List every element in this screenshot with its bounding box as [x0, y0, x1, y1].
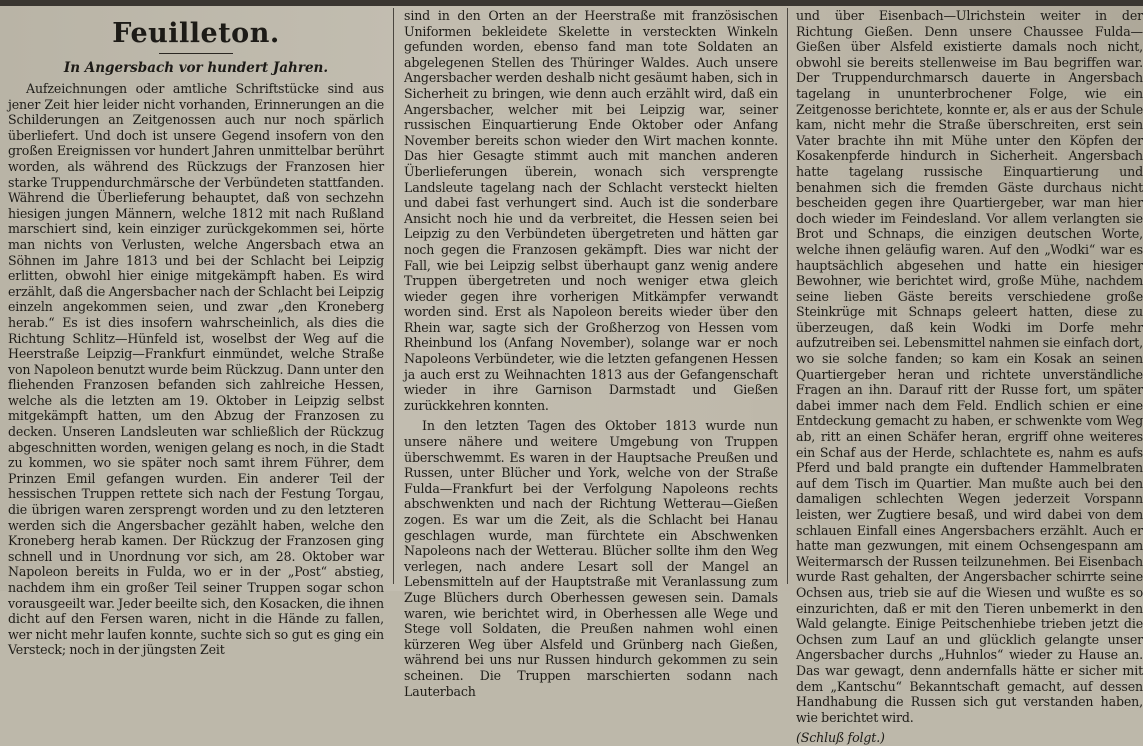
column-2	[400, 8, 782, 699]
article-title: In Angersbach vor hundert Jahren.	[63, 60, 329, 76]
column-3	[792, 8, 1143, 746]
article-paragraph: Aufzeichnungen oder amtliche Schriftstücke sind aus jener Zeit hier leider nicht vorhanden, Erinnerungen an die Schilderungen an Zeitgenossen auch nur noch spärlich überliefert. Und doch ist unsere Gegend insofern von den großen Ereignissen vor hundert Jahren unmittelbar berührt worden, als während des Rückzugs der Franzosen hier starke Truppendurchmärsche der Verbündeten stattfanden. Während die Überlieferung behauptet, daß von sechzehn hiesigen jungen Männern, welche 1812 mit nach Rußland marschiert sind, kein einziger zurückgekommen sei, hörte man nichts von Verlusten, welche Angersbach etwa an Söhnen im Jahre 1813 und bei der Schlacht bei Leipzig erlitten, obwohl hier einige mitgekämpft haben. Es wird erzählt, daß die Angersbacher nach der Schlacht bei Leipzig einzeln angekommen seien, und zwar „den Kroneberg herab.“ Es ist dies insofern wahrscheinlich, als dies die Richtung Schlitz—Hünfeld ist, woselbst der Weg auf die Heerstraße Leipzig—Frankfurt einmündet, welche Straße von Napoleon benutzt wurde beim Rückzug. Dann unter den fliehenden Franzosen befanden sich zahlreiche Hessen, welche als die letzten am 19. Oktober in Leipzig selbst mitgekämpft hatten, um den Abzug der Franzosen zu decken. Unseren Landsleuten war schließlich der Rückzug abgeschnitten worden, wenigen gelang es noch, in die Stadt zu kommen, wo sie später noch samt ihrem Führer, dem Prinzen Emil gefangen wurden. Ein anderer Teil der hessischen Truppen rettete sich nach der Festung Torgau, die übrigen waren zersprengt worden und zu den letzteren werden sich die Angersbacher gezählt haben, welche den Kroneberg herab kamen. Der Rückzug der Franzosen ging schnell und in Unordnung vor sich, am 28. Oktober war Napoleon bereits in Fulda, wo er in der „Post“ abstieg, nachdem ihm ein großer Teil seiner Truppen sogar schon vorausgeeilt war. Jeder beeilte sich, den Kosacken, die ihnen dicht auf den Fersen waren, nicht in die Hände zu fallen, wer nicht mehr laufen konnte, suchte sich so gut es ging ein Versteck; noch in der jüngsten Zeit	[8, 81, 384, 658]
article-paragraph: In den letzten Tagen des Oktober 1813 wurde nun unsere nähere und weitere Umgebung von Truppen überschwemmt. Es waren in der Hauptsache Preußen und Russen, unter Blücher und York, welche von der Straße Fulda—Frankfurt bei der Verfolgung Napoleons rechts abschwenkten und nach der Richtung Wetterau—Gießen zogen. Es war um die Zeit, als die Schlacht bei Hanau geschlagen wurde, man fürchtete ein Abschwenken Napoleons nach der Wetterau. Blücher sollte ihm den Weg verlegen, nach andere Lesart soll der Mangel an Lebensmitteln auf der Hauptstraße mit Veranlassung zum Zuge Blüchers durch Oberhessen gewesen sein. Damals waren, wie berichtet wird, in Oberhessen alle Wege und Stege voll Soldaten, die Preußen nahmen wohl einen kürzeren Weg über Alsfeld und Grünberg nach Gießen, während bei uns nur Russen hindurch gekommen zu sein scheinen. Die Truppen marschierten sodann nach Lauterbach	[404, 418, 778, 699]
section-title: Feuilleton.	[112, 18, 280, 49]
continuation-note: (Schluß folgt.)	[796, 730, 885, 746]
column-divider	[393, 8, 394, 584]
column-divider	[787, 8, 788, 584]
title-underline	[159, 53, 233, 54]
top-border-rule	[0, 0, 1143, 6]
column-1	[4, 8, 388, 658]
article-paragraph: und über Eisenbach—Ulrichstein weiter in der Richtung Gießen. Denn unsere Chaussee Fulda—Gießen über Alsfeld existierte damals noch nicht, obwohl sie bereits stellenweise im Bau begriffen war. Der Truppendurchmarsch dauerte in Angersbach tagelang in ununterbrochener Folge, wie ein Zeitgenosse berichtete, konnte er, als er aus der Schule kam, nicht mehr die Straße überschreiten, erst sein Vater brachte ihn mit Mühe unter den Köpfen der Kosakenpferde hindurch in Sicherheit. Angersbach hatte tagelang russische Einquartierung und benahmen sich die fremden Gäste durchaus nicht bescheiden gegen ihre Quartiergeber, war man hier doch wieder im Feindesland. Vor allem verlangten sie Brot und Schnaps, die einzigen deutschen Worte, welche ihnen geläufig waren. Auf den „Wodki“ war es hauptsächlich abgesehen und hatte ein hiesiger Bewohner, wie berichtet wird, große Mühe, nachdem seine lieben Gäste bereits verschiedene große Steinkrüge mit Schnaps geleert hatten, diese zu überzeugen, daß kein Wodki im Dorfe mehr aufzutreiben sei. Lebensmittel nahmen sie einfach dort, wo sie solche fanden; so kam ein Kosak an seinen Quartiergeber heran und richtete unverständliche Fragen an ihn. Darauf ritt der Russe fort, um später dabei immer nach dem Feld. Endlich schien er eine Entdeckung gemacht zu haben, er schwenkte vom Weg ab, ritt an einen Schäfer heran, ergriff ohne weiteres ein Schaf aus der Herde, schlachtete es, nahm es aufs Pferd und bald prangte ein duftender Hammelbraten auf dem Tisch im Quartier. Man mußte auch bei den damaligen schlechten Wegen jederzeit Vorspann leisten, wer Zugtiere besaß, und wird dabei von dem schlauen Einfall eines Angersbachers erzählt. Auch er hatte man gezwungen, mit einem Ochsengespann am Weitermarsch der Russen teilzunehmen. Bei Eisenbach wurde Rast gehalten, der Angersbacher schirrte seine Ochsen aus, trieb sie auf die Wiesen und wußte es so einzurichten, daß er mit den Tieren unbemerkt in den Wald gelangte. Einige Peitschenhiebe trieben jetzt die Ochsen zum Lauf an und glücklich gelangte unser Angersbacher durchs „Huhnlos“ wieder zu Hause an. Das war gewagt, denn andernfalls hätte er sicher mit dem „Kantschu“ Bekanntschaft gemacht, auf dessen Handhabung die Russen sich gut verstanden haben, wie berichtet wird.	[796, 8, 1143, 725]
article-paragraph: sind in den Orten an der Heerstraße mit französischen Uniformen bekleidete Skelette in versteckten Winkeln gefunden worden, ebenso fand man tote Soldaten an abgelegenen Stellen des Thüringer Waldes. Auch unsere Angersbacher werden deshalb nicht gesäumt haben, sich in Sicherheit zu bringen, wie denn auch erzählt wird, daß ein Angersbacher, welcher mit bei Leipzig war, seiner russischen Einquartierung Ende Oktober oder Anfang November bereits schon wieder den Wirt machen konnte. Das hier Gesagte stimmt auch mit manchen anderen Überlieferungen überein, wonach sich versprengte Landsleute tagelang nach der Schlacht versteckt hielten und dabei fast verhungert sind. Auch ist die sonderbare Ansicht noch hie und da verbreitet, die Hessen seien bei Leipzig zu den Verbündeten übergetreten und hätten gar noch gegen die Franzosen gekämpft. Dies war nicht der Fall, wie bei Leipzig selbst überhaupt ganz wenig andere Truppen übergetreten und noch weniger etwa gleich wieder gegen ihre vorherigen Mitkämpfer verwandt worden sind. Erst als Napoleon bereits wieder über den Rhein war, sagte sich der Großherzog von Hessen vom Rheinbund los (Anfang November), solange war er noch Napoleons Verbündeter, wie die letzten gefangenen Hessen ja auch erst zu Weihnachten 1813 aus der Gefangenschaft wieder in ihre Garnison Darmstadt und Gießen zurückkehren konnten.	[404, 8, 778, 413]
